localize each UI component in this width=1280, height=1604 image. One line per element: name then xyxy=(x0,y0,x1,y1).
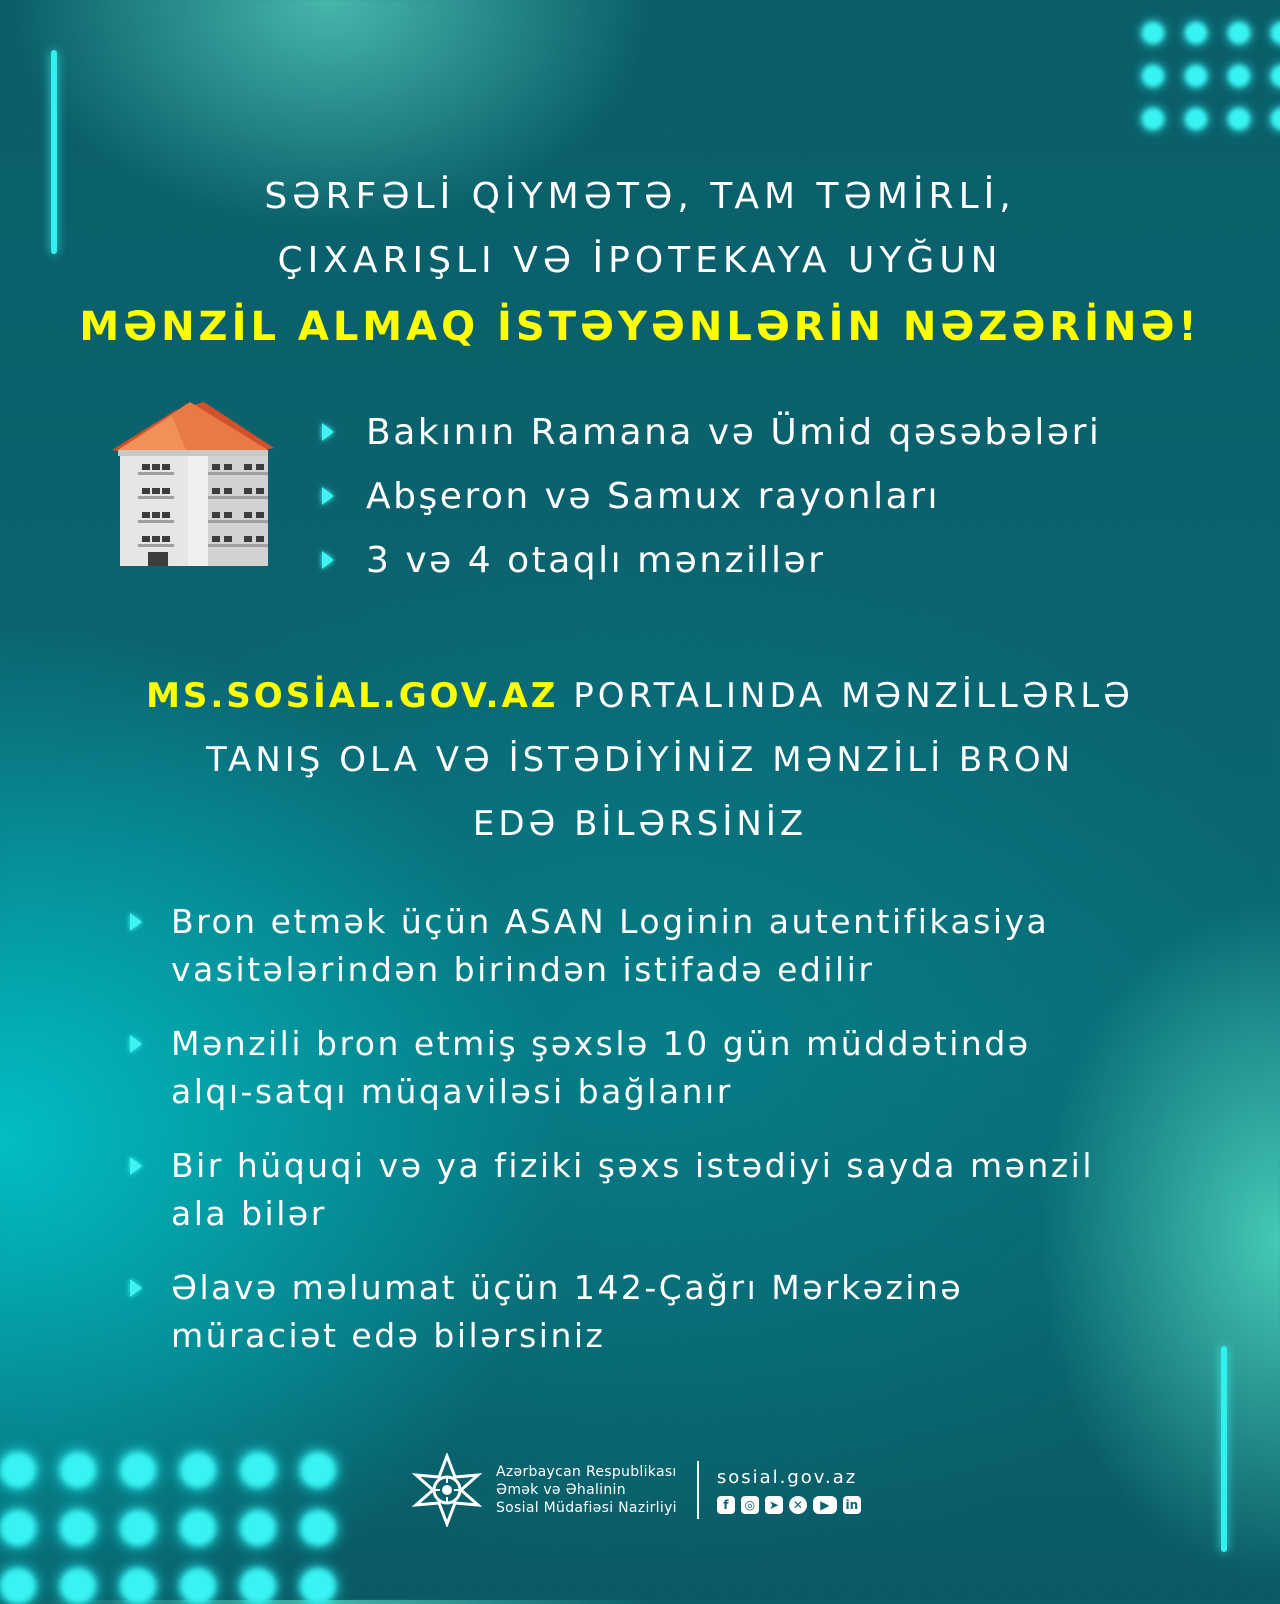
rule-text-line: vasitələrindən birindən istifadə edilir xyxy=(171,950,875,989)
website-link[interactable]: sosial.gov.az xyxy=(716,1466,858,1488)
decorative-dots-top-right xyxy=(1142,22,1280,130)
bullet-arrow-icon xyxy=(130,913,142,931)
decorative-line-right xyxy=(1221,1346,1227,1552)
rule-text-line: Bron etmək üçün ASAN Loginin autentifikasiya xyxy=(171,902,1050,941)
ministry-name-line: Sosial Müdafiəsi Nazirliyi xyxy=(496,1500,677,1516)
social-links xyxy=(717,1496,861,1514)
bullet-arrow-icon xyxy=(322,551,334,569)
x-icon[interactable]: ✕ xyxy=(789,1496,807,1514)
apartment-building-icon xyxy=(112,402,274,566)
headline-line-1: SƏRFƏLİ QİYMƏTƏ, TAM TƏMİRLİ, xyxy=(264,176,1016,217)
rule-text-line: müraciət edə bilərsiniz xyxy=(171,1316,606,1355)
footer-contacts xyxy=(717,1467,861,1514)
rule-text xyxy=(171,1142,1094,1238)
facebook-icon[interactable]: f xyxy=(717,1496,735,1514)
rule-text xyxy=(171,898,1049,994)
portal-url[interactable]: MS.SOSİAL.GOV.AZ xyxy=(146,676,559,716)
telegram-icon[interactable]: ➤ xyxy=(765,1496,783,1514)
footer-divider xyxy=(697,1461,699,1519)
feature-text: Bakının Ramana və Ümid qəsəbələri xyxy=(366,411,1102,453)
portal-line-2: TANIŞ OLA VƏ İSTƏDİYİNİZ MƏNZİLİ BRON xyxy=(205,740,1075,780)
features-list xyxy=(322,400,1101,592)
decorative-dots-bottom-left xyxy=(0,1452,336,1604)
ministry-name xyxy=(496,1463,677,1517)
rule-item xyxy=(130,1264,1170,1360)
portal-line-3: EDƏ BİLƏRSİNİZ xyxy=(472,804,808,844)
rule-item xyxy=(130,1020,1170,1116)
decorative-line-left xyxy=(51,50,57,254)
rule-item xyxy=(130,898,1170,994)
bullet-arrow-icon xyxy=(130,1279,142,1297)
feature-text: 3 və 4 otaqlı mənzillər xyxy=(366,539,826,581)
rule-text-line: Bir hüquqi və ya fiziki şəxs istədiyi sayda mənzil xyxy=(171,1146,1095,1185)
rule-text xyxy=(171,1264,963,1360)
ministry-name-line: Əmək və Əhalinin xyxy=(496,1482,626,1498)
bullet-arrow-icon xyxy=(130,1035,142,1053)
headline-line-2: ÇIXARIŞLI VƏ İPOTEKAYA UYĞUN xyxy=(277,240,1003,281)
rule-text xyxy=(171,1020,1031,1116)
rule-text-line: ala bilər xyxy=(171,1194,327,1233)
rule-text-line: Mənzili bron etmiş şəxslə 10 gün müddətində xyxy=(171,1024,1031,1063)
feature-text: Abşeron və Samux rayonları xyxy=(366,475,940,517)
rule-text-line: Əlavə məlumat üçün 142-Çağrı Mərkəzinə xyxy=(171,1268,964,1307)
feature-item xyxy=(322,400,1101,464)
feature-item xyxy=(322,528,1101,592)
rules-list xyxy=(130,898,1170,1386)
youtube-icon[interactable]: ▶ xyxy=(813,1496,837,1514)
instagram-icon[interactable]: ◎ xyxy=(741,1496,759,1514)
bullet-arrow-icon xyxy=(322,423,334,441)
feature-item xyxy=(322,464,1101,528)
portal-line-1 xyxy=(0,676,1280,716)
rule-text-line: alqı-satqı müqaviləsi bağlanır xyxy=(171,1072,733,1111)
rule-item xyxy=(130,1142,1170,1238)
portal-line-1-text: PORTALINDA MƏNZİLLƏRLƏ xyxy=(558,676,1134,716)
footer xyxy=(410,1454,861,1526)
ministry-emblem-icon xyxy=(410,1453,484,1527)
bullet-arrow-icon xyxy=(322,487,334,505)
ministry-name-line: Azərbaycan Respublikası xyxy=(496,1464,677,1480)
linkedin-icon[interactable]: in xyxy=(843,1496,861,1514)
bullet-arrow-icon xyxy=(130,1157,142,1175)
headline-highlight: MƏNZİL ALMAQ İSTƏYƏNLƏRİN NƏZƏRİNƏ! xyxy=(79,304,1201,350)
